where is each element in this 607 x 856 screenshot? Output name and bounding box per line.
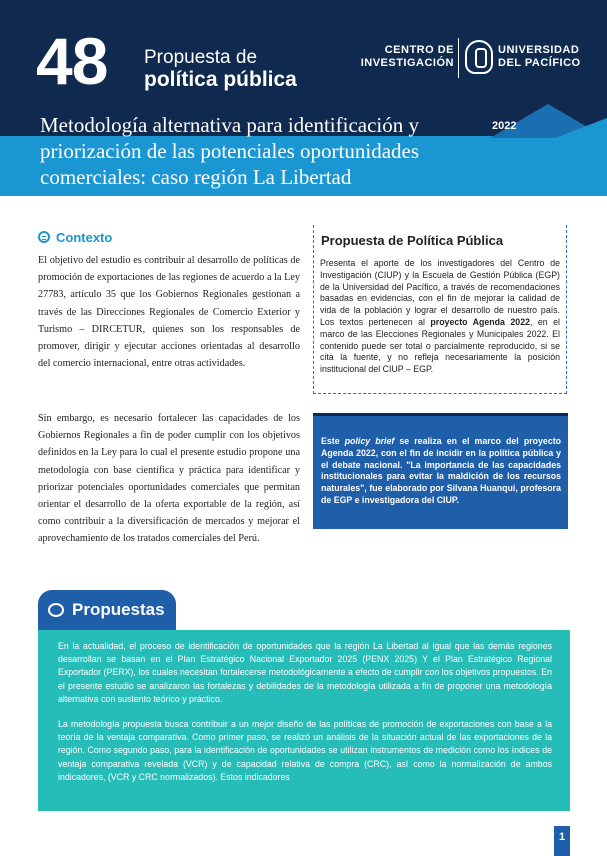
- brief-text-2: policy brief: [344, 436, 395, 446]
- issue-number: 48: [36, 24, 108, 98]
- policy-text-bold: proyecto Agenda 2022: [430, 316, 530, 327]
- contexto-paragraph-2: Sin embargo, es necesario fortalecer las capacidades de los Gobiernos Regionales a fin de poder cumplir con los objetivos definidos en la Ley para lo cual el presente estudio propone una metodología con base científica y práctica para identificar y priorizar potenciales oportunidades comerciales que permitan orientar el desarrollo de la oferta exportable de la región, así como contribuir a la diversificación de mercados y mejorar el aprovechamiento de los tratados comerciales del Perú.: [38, 413, 300, 545]
- policy-text-b: , en el marco de las Elecciones Regionales y Municipales 2022. El contenido puede ser total o parcialmente reproducido, si se cita la fuente, y no refleja necesariamente la posición institucional del CIUP – EGP.: [320, 316, 560, 375]
- university-seal-icon: [465, 40, 493, 74]
- policy-text-a: Presenta el aporte de los investigadores del Centro de Investigación (CIUP) y la Escuela de Gestión Pública (EGP) de la Universidad del Pacífico, a través de recomendaciones basadas en evidencias, con el fin de mejorar la calidad de vida de la población y lograr el desarrollo de nuestro país. Los textos pertenecen al: [320, 258, 560, 327]
- page-number: 1: [554, 826, 570, 856]
- policy-proposal-title: Propuesta de Política Pública: [321, 233, 504, 248]
- logo-divider: [458, 38, 459, 78]
- policy-brief-note: [313, 413, 568, 529]
- ciup-logo-text: [358, 44, 454, 70]
- university-line-2: DEL PACÍFICO: [498, 57, 581, 69]
- university-logo-text: [498, 44, 581, 70]
- propuestas-box: [38, 630, 570, 811]
- ciup-line-2: INVESTIGACIÓN: [360, 57, 454, 69]
- brief-text-5: , con el fin de incidir en la política pública y el debate nacional. "La importancia de las capacidades institucionales para evitar la maldición de los recursos naturales", fue elaborado por Silvana Huanqui, profesora de EGP e investigadora del CIUP.: [321, 447, 561, 505]
- university-line-1: UNIVERSIDAD: [498, 44, 580, 56]
- propuestas-paragraph-1: En la actualidad, el proceso de identificación de oportunidades que la región La Libertad al igual que las demás regiones desarrollan se basan en el Plan Estratégico Nacional Exportador 2025 (PENX 2025) Y el Plan Estratégico Regional Exportador (PERX), los cuales necesitan fortalecerse metodológicamente a efecto de cumplir con los objetivos propuestos. En el presente estudio se analizaron las fortalezas y debilidades de la metodología utilizada a fin de proponer una metodología alternativa con sustento teórico y práctico.: [58, 641, 552, 704]
- contexto-title: Contexto: [56, 229, 113, 245]
- propuestas-paragraph-2: La metodología propuesta busca contribuir a un mejor diseño de las políticas de promoción de exportaciones con base a la teoría de la ventaja comparativa. Como primer paso, se realizó un análisis de la situación actual de las exportaciones de la región. Como segundo paso, para la identificación de oportunidades se utilizan instrumentos de medición como los índices de ventaja comparativa revelada (VCR) y de capacidad relativa de compra (CRC), así como la normalización de ambos indicadores, (VCR y CRC normalizados). Estos indicadores: [58, 719, 552, 782]
- brief-text-3: se realiza en el marco del: [394, 436, 524, 446]
- header-banner: [0, 0, 607, 196]
- ciup-line-1: CENTRO DE: [384, 44, 454, 56]
- chat-bubble-icon: [38, 231, 50, 243]
- brief-text-1: Este: [321, 436, 345, 446]
- document-title: Metodología alternativa para identificación y priorización de las potenciales oportunidades comerciales: caso región La Libertad: [40, 113, 420, 189]
- propuestas-tab: [38, 590, 176, 630]
- policy-brief-text: [321, 436, 561, 507]
- propuestas-title: Propuestas: [72, 600, 165, 619]
- contexto-heading: [38, 228, 112, 246]
- document-year: 2022: [492, 120, 517, 132]
- series-line-1: Propuesta de: [144, 47, 258, 68]
- contexto-paragraph-1: El objetivo del estudio es contribuir al desarrollo de políticas de promoción de exportaciones de las regiones de acuerdo a la Ley 27783, artículo 35 que los Gobiernos Regionales gestionan a través de las Direcciones Regionales de Comercio Exterior y Turismo – DIRCETUR, quienes son los responsables de promover, dirigir y ejecutar acciones orientadas al desarrollo del comercio internacional, entre otras actividades.: [38, 255, 300, 370]
- series-line-2: política pública: [144, 68, 297, 91]
- decorative-triangle: [555, 118, 607, 138]
- policy-proposal-text: [320, 258, 560, 376]
- chat-bubble-icon: [48, 603, 64, 617]
- brief-text-4: proyecto Agenda 2022: [321, 436, 562, 458]
